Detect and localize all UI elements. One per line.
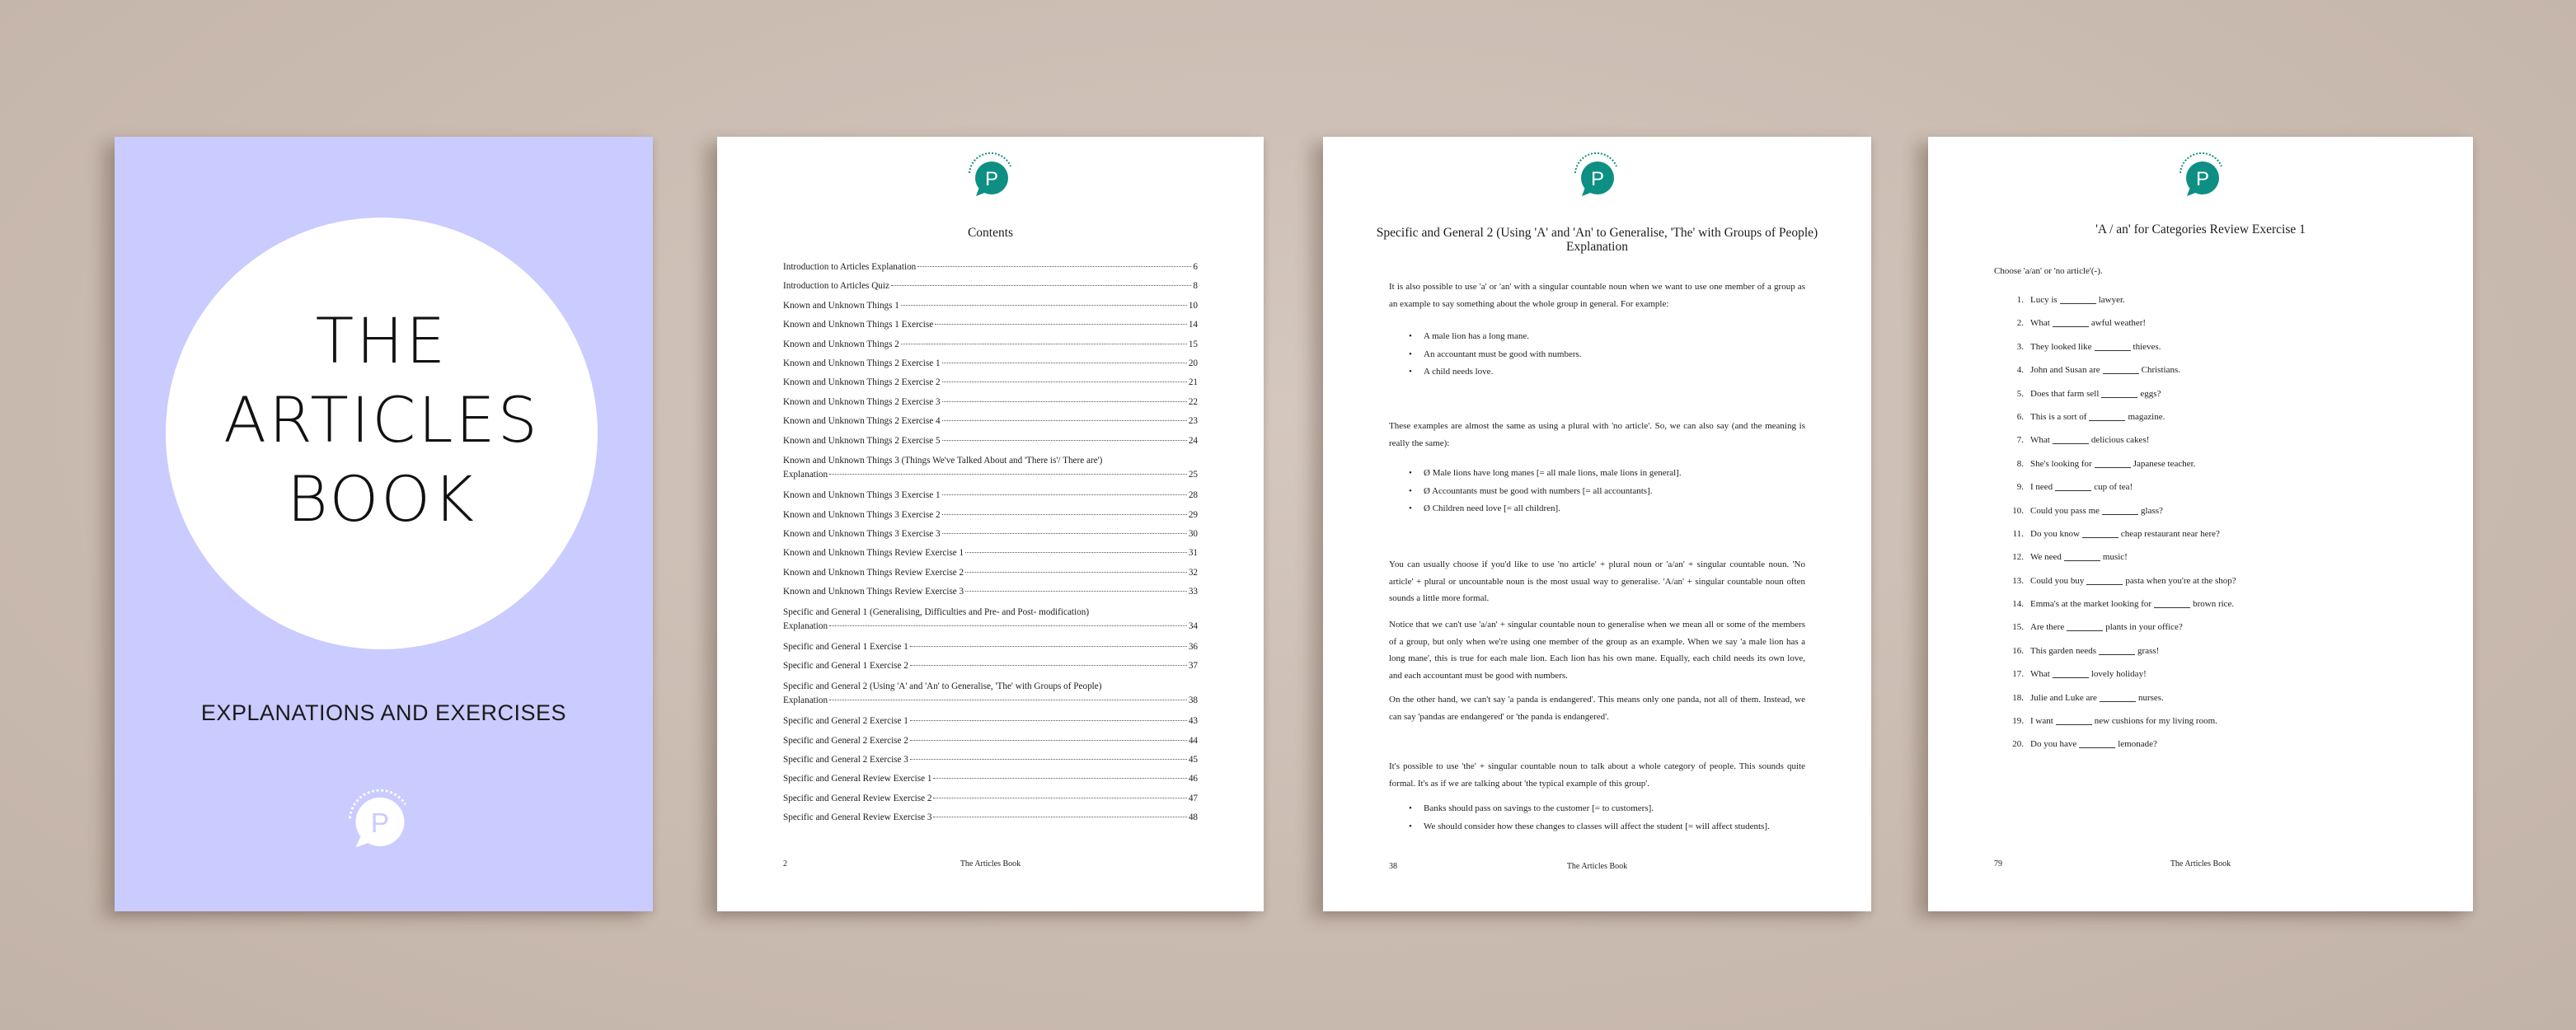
exercise-text-after: pasta when you're at the shop?	[2125, 575, 2236, 586]
toc-leader-dots	[942, 514, 1187, 515]
toc-leader-dots	[910, 646, 1187, 647]
exercise-item	[2004, 340, 2236, 354]
toc-page-number: 28	[1188, 490, 1198, 501]
exercise-text-after: music!	[2102, 552, 2128, 563]
cover-title	[166, 302, 598, 539]
paragraph: On the other hand, we can't say 'a panda is endangered'. This means only one panda, not all of them. Instead, we can say 'pandas are endangered' or 'the panda is endangered'.	[1389, 695, 1805, 722]
paragraph: It's possible to use 'the' + singular countable noun to talk about a whole category of people. This sounds quite formal. It's as if we are talking about 'the typical example of this group'.	[1389, 761, 1805, 789]
exercise-text-after: lemonade?	[2118, 739, 2157, 750]
exercise-text-after: Japanese teacher.	[2133, 458, 2196, 469]
toc-page-number: 21	[1188, 377, 1198, 388]
exercise-text-before: I want	[2030, 716, 2053, 727]
exercise-item	[2004, 433, 2236, 447]
exercise-item	[2004, 644, 2236, 658]
exercise-text-after: awful weather!	[2090, 318, 2147, 329]
exercise-text-before: She's looking for	[2030, 458, 2092, 469]
toc-entry-label: Specific and General 1 Exercise 1	[783, 642, 908, 653]
exercise-text-before: What	[2030, 318, 2050, 329]
exercise-list	[2004, 293, 2236, 761]
exercise-item	[2004, 316, 2236, 330]
toc-entry-label: Specific and General 1 Exercise 2	[783, 661, 908, 672]
toc-entry[interactable]	[783, 280, 1198, 292]
toc-page-number: 22	[1188, 396, 1198, 407]
toc-entry-label: Specific and General 1 (Generalising, Difficulties and Pre- and Post- modification)	[783, 606, 1090, 617]
answer-blank[interactable]	[2102, 514, 2138, 515]
exercise-number: 16.	[2012, 645, 2024, 656]
page-number: 2	[783, 859, 787, 868]
toc-entry-label: Known and Unknown Things 1 Exercise	[783, 320, 934, 330]
toc-leader-dots	[942, 494, 1187, 495]
exercise-number: 3.	[2016, 341, 2024, 352]
toc-entry[interactable]	[783, 586, 1198, 597]
toc-entry-label: Known and Unknown Things 3 Exercise 2	[783, 509, 941, 520]
list-item: • Banks should pass on savings to the customer [= to customers].	[1409, 800, 1805, 818]
answer-blank[interactable]	[2053, 443, 2089, 444]
toc-entry[interactable]	[783, 773, 1198, 784]
exercise-text-after: cup of tea!	[2094, 482, 2133, 493]
toc-leader-dots	[910, 665, 1187, 666]
exercise-item	[2004, 620, 2236, 634]
answer-blank[interactable]	[2067, 630, 2103, 631]
list-item: • A child needs love.	[1409, 363, 1805, 382]
toc-entry[interactable]	[783, 812, 1198, 823]
paragraph: You can usually choose if you'd like to use 'no article' + plural noun or 'a/an' + singular countable noun. 'No article' + plural or uncountable noun is the most usual way to generalise. 'A/an' + singular countable noun often sounds a little more formal.	[1389, 559, 1805, 603]
exercise-number: 14.	[2012, 599, 2024, 610]
toc-leader-dots	[891, 285, 1191, 286]
toc-entry[interactable]	[783, 567, 1198, 578]
toc-entry-label: Specific and General Review Exercise 1	[783, 774, 932, 784]
exercise-number: 5.	[2016, 388, 2024, 399]
exercise-item	[2004, 293, 2236, 307]
toc-entry[interactable]	[783, 435, 1198, 447]
answer-blank[interactable]	[2053, 677, 2089, 678]
toc-entry[interactable]	[783, 793, 1198, 804]
toc-page-number: 6	[1193, 262, 1198, 272]
answer-blank[interactable]	[2060, 303, 2096, 304]
exercise-item	[2004, 691, 2236, 705]
page-number: 79	[1994, 859, 2002, 868]
toc-page-number: 44	[1188, 735, 1198, 746]
exercise-text-before: What	[2030, 669, 2050, 680]
toc-entry[interactable]	[783, 754, 1198, 765]
toc-entry[interactable]	[783, 641, 1198, 653]
exercise-number: 6.	[2016, 411, 2024, 422]
toc-entry[interactable]	[783, 415, 1198, 427]
toc-page-number: 48	[1188, 812, 1198, 823]
exercise-item	[2004, 387, 2236, 401]
toc-entry[interactable]	[783, 261, 1198, 273]
toc-entry-label: Introduction to Articles Explanation	[783, 262, 917, 272]
toc-leader-dots	[935, 324, 1187, 325]
exercise-item	[2004, 737, 2236, 751]
logo-letter: P	[984, 168, 999, 190]
cover-logo-letter: P	[370, 808, 390, 840]
footer-book-title: The Articles Book	[960, 859, 1021, 868]
exercise-text-before: Could you pass me	[2030, 505, 2100, 516]
toc-page-number: 10	[1188, 300, 1198, 311]
answer-blank[interactable]	[2095, 467, 2131, 468]
exercise-number: 7.	[2016, 435, 2024, 446]
toc-page-number: 23	[1188, 416, 1198, 427]
toc-entry-label: Known and Unknown Things 3 Exercise 1	[783, 490, 941, 501]
toc-entry-label: Explanation	[783, 620, 828, 631]
toc-entry[interactable]	[783, 300, 1198, 311]
toc-entry-label: Specific and General 2 Exercise 3	[783, 754, 908, 765]
exercise-number: 15.	[2012, 622, 2024, 633]
exercise-instruction: Choose 'a/an' or 'no article'(-).	[1994, 266, 2103, 276]
toc-entry-label: Known and Unknown Things 1	[783, 300, 899, 311]
toc-leader-dots	[942, 401, 1187, 402]
toc-entry[interactable]	[783, 528, 1198, 540]
footer-book-title: The Articles Book	[2170, 859, 2231, 868]
exercise-text-after: glass?	[2141, 505, 2163, 516]
exercise-item	[2004, 410, 2236, 424]
exercise-text-after: thieves.	[2133, 341, 2161, 352]
exercise-number: 10.	[2012, 505, 2024, 516]
exercise-text-after: delicious cakes!	[2090, 435, 2150, 446]
toc-entry-label: Known and Unknown Things 2 Exercise 1	[783, 358, 941, 368]
logo-letter: P	[2195, 168, 2210, 190]
exercise-item	[2004, 667, 2236, 681]
exercise-text-before: This garden needs	[2030, 645, 2097, 656]
exercise-text-before: Do you know	[2030, 528, 2080, 539]
exercise-text-after: magazine.	[2128, 411, 2165, 422]
exercise-item	[2004, 550, 2236, 564]
exercise-number: 8.	[2016, 458, 2024, 469]
toc-entry[interactable]	[783, 339, 1198, 350]
toc-entry-label: Specific and General 2 (Using 'A' and 'An' to Generalise, 'The' with Groups of People)	[783, 681, 1102, 691]
exercise-text-after: grass!	[2137, 645, 2160, 656]
exercise-text-after: plants in your office?	[2105, 622, 2183, 633]
answer-blank[interactable]	[2099, 654, 2135, 655]
toc-leader-dots	[942, 420, 1187, 421]
answer-blank[interactable]	[2103, 373, 2139, 374]
page-title: Contents	[967, 226, 1014, 240]
exercise-item	[2004, 363, 2236, 377]
toc-entry-label: Known and Unknown Things 3 (Things We've Talked About and 'There is'/ There are')	[783, 455, 1103, 466]
bullet-list	[1409, 328, 1805, 382]
toc-page-number: 47	[1188, 793, 1198, 803]
exercise-text-before: Are there	[2030, 622, 2065, 633]
exercise-text-before: They looked like	[2030, 341, 2092, 352]
toc-leader-dots	[917, 266, 1191, 267]
exercise-number: 18.	[2012, 692, 2024, 703]
list-item: • Ø Children need love [= all children].	[1409, 500, 1805, 518]
footer-book-title: The Articles Book	[1566, 862, 1628, 871]
toc-entry-label: Known and Unknown Things Review Exercise 3	[783, 587, 964, 597]
exercise-number: 2.	[2016, 318, 2024, 329]
exercise-text-before: Julie and Luke are	[2030, 692, 2097, 703]
exercise-number: 1.	[2016, 295, 2024, 305]
toc-leader-dots	[901, 305, 1187, 306]
answer-blank[interactable]	[2079, 747, 2115, 748]
toc-entry-label: Introduction to Articles Quiz	[783, 281, 889, 292]
toc-entry[interactable]	[783, 547, 1198, 559]
list-item: • Ø Accountants must be good with numbers [= all accountants].	[1409, 483, 1805, 501]
answer-blank[interactable]	[2154, 607, 2190, 608]
exercise-text-before: John and Susan are	[2030, 365, 2100, 376]
toc-entry-label: Specific and General 2 Exercise 2	[783, 735, 908, 746]
exercise-number: 12.	[2012, 552, 2024, 563]
toc-entry[interactable]	[783, 735, 1198, 747]
exercise-text-after: brown rice.	[2193, 599, 2235, 610]
exercise-number: 11.	[2012, 528, 2024, 539]
explanation-page	[1323, 137, 1871, 911]
exercise-item	[2004, 574, 2236, 588]
exercise-text-after: lovely holiday!	[2090, 669, 2147, 680]
table-of-contents	[783, 261, 1198, 831]
answer-blank[interactable]	[2101, 397, 2137, 398]
toc-page-number: 15	[1188, 339, 1198, 349]
toc-page-number: 25	[1188, 469, 1198, 480]
exercise-item	[2004, 457, 2236, 471]
logo-letter: P	[1590, 168, 1605, 190]
exercise-text-after: nurses.	[2137, 692, 2164, 703]
toc-entry-label: Specific and General Review Exercise 3	[783, 812, 932, 823]
exercise-text-before: This is a sort of	[2030, 411, 2087, 422]
toc-page-number: 43	[1188, 716, 1198, 727]
toc-entry-label: Known and Unknown Things 2	[783, 339, 899, 349]
cover-title-line: ARTICLES	[223, 383, 540, 456]
toc-entry[interactable]	[783, 358, 1198, 369]
toc-entry-label: Known and Unknown Things Review Exercise 2	[783, 567, 964, 578]
toc-entry[interactable]	[783, 454, 1198, 482]
paragraph: It is also possible to use 'a' or 'an' with a singular countable noun when we want to use one member of a group as an example to say something about the whole group in general. For example:	[1389, 282, 1805, 309]
toc-entry-label: Known and Unknown Things 3 Exercise 3	[783, 529, 941, 540]
exercise-item	[2004, 597, 2236, 611]
answer-blank[interactable]	[2095, 350, 2131, 351]
toc-leader-dots	[965, 552, 1187, 553]
toc-entry[interactable]	[783, 489, 1198, 501]
toc-entry[interactable]	[783, 715, 1198, 727]
list-item: • An accountant must be good with numbers.	[1409, 346, 1805, 364]
answer-blank[interactable]	[2064, 560, 2100, 561]
toc-entry-label: Known and Unknown Things 2 Exercise 4	[783, 416, 941, 427]
toc-entry[interactable]	[783, 660, 1198, 672]
speech-bubble-logo-icon	[1570, 148, 1623, 201]
exercise-text-before: Emma's at the market looking for	[2030, 599, 2152, 610]
bullet-list	[1409, 465, 1805, 518]
toc-entry-label: Known and Unknown Things 2 Exercise 2	[783, 377, 941, 388]
toc-page-number: 20	[1188, 358, 1198, 368]
answer-blank[interactable]	[2053, 326, 2089, 327]
toc-entry-label: Specific and General Review Exercise 2	[783, 793, 932, 803]
exercise-item	[2004, 480, 2236, 494]
toc-leader-dots	[942, 440, 1187, 441]
toc-entry-label: Explanation	[783, 469, 828, 480]
toc-page-number: 31	[1188, 548, 1198, 559]
exercise-item	[2004, 527, 2236, 541]
answer-blank[interactable]	[2056, 724, 2092, 725]
exercise-text-after: cheap restaurant near here?	[2120, 528, 2220, 539]
page-title: Specific and General 2 (Using 'A' and 'An' to Generalise, 'The' with Groups of People) Explanation	[1376, 226, 1818, 254]
exercise-text-before: What	[2030, 435, 2050, 446]
page-number: 38	[1389, 862, 1397, 871]
answer-blank[interactable]	[2055, 490, 2091, 491]
exercise-number: 19.	[2012, 716, 2024, 727]
toc-entry[interactable]	[783, 606, 1198, 634]
toc-page-number: 36	[1188, 642, 1198, 653]
answer-blank[interactable]	[2089, 420, 2125, 421]
toc-page-number: 45	[1188, 754, 1198, 765]
toc-leader-dots	[933, 778, 1186, 779]
toc-entry-label: Known and Unknown Things 2 Exercise 3	[783, 396, 941, 407]
toc-entry-label: Known and Unknown Things Review Exercise 1	[783, 548, 964, 559]
toc-entry[interactable]	[783, 509, 1198, 521]
list-item: • A male lion has a long mane.	[1409, 328, 1805, 346]
toc-leader-dots	[829, 474, 1187, 475]
speech-bubble-logo-icon	[964, 148, 1017, 201]
exercise-page	[1928, 137, 2473, 911]
list-item: • Ø Male lions have long manes [= all male lions, male lions in general].	[1409, 465, 1805, 483]
paragraph: Notice that we can't use 'a/an' + singular countable noun to generalise when we mean all or some of the members of a group, but only when we're using one member of the group as an example. When we say 'a male lion has a long mane', this is true for each male lion. Each lion has his own mane. Equally, each child needs its own love, and each accountant must be good with numbers.	[1389, 620, 1805, 681]
toc-leader-dots	[910, 720, 1187, 721]
exercise-text-after: new cushions for my living room.	[2094, 716, 2217, 727]
answer-blank[interactable]	[2082, 537, 2119, 538]
toc-entry[interactable]	[783, 680, 1198, 708]
exercise-number: 20.	[2012, 739, 2024, 750]
paragraph: These examples are almost the same as using a plural with 'no article'. So, we can also say (and the meaning is really the same):	[1389, 421, 1805, 448]
toc-entry[interactable]	[783, 377, 1198, 388]
toc-page-number: 32	[1188, 567, 1198, 578]
toc-entry[interactable]	[783, 396, 1198, 408]
exercise-item	[2004, 504, 2236, 518]
toc-leader-dots	[829, 625, 1187, 626]
page-title: 'A / an' for Categories Review Exercise 1	[2095, 222, 2306, 236]
toc-entry-label: Specific and General 2 Exercise 1	[783, 716, 908, 727]
exercise-text-after: lawyer.	[2098, 295, 2125, 305]
toc-entry-label: Explanation	[783, 695, 828, 705]
answer-blank[interactable]	[2100, 701, 2136, 702]
cover-subtitle: EXPLANATIONS AND EXERCISES	[200, 700, 567, 725]
cover-title-line: THE	[315, 304, 448, 377]
exercise-number: 9.	[2016, 482, 2024, 493]
exercise-text-after: eggs?	[2140, 388, 2161, 399]
toc-page-number: 30	[1188, 529, 1198, 540]
toc-page-number: 14	[1188, 320, 1198, 330]
toc-page-number: 24	[1188, 435, 1198, 446]
speech-bubble-logo-icon	[343, 784, 417, 858]
exercise-text-before: Does that farm sell	[2030, 388, 2100, 399]
exercise-number: 17.	[2012, 669, 2024, 680]
cover-title-line: BOOK	[287, 462, 476, 536]
exercise-text-after: Christians.	[2141, 365, 2180, 376]
toc-page-number: 38	[1188, 695, 1198, 705]
answer-blank[interactable]	[2086, 584, 2123, 585]
contents-page	[717, 137, 1264, 911]
exercise-text-before: I need	[2030, 482, 2053, 493]
toc-page-number: 37	[1188, 661, 1198, 672]
book-cover	[115, 137, 653, 911]
exercise-item	[2004, 714, 2236, 728]
exercise-number: 13.	[2012, 575, 2024, 586]
bullet-list	[1409, 800, 1805, 836]
exercise-text-before: Could you buy	[2030, 575, 2085, 586]
list-item: • We should consider how these changes to classes will affect the student [= will affect students].	[1409, 818, 1805, 836]
exercise-text-before: We need	[2030, 552, 2062, 563]
toc-page-number: 29	[1188, 509, 1198, 520]
toc-page-number: 34	[1188, 620, 1198, 631]
exercise-text-before: Do you have	[2030, 739, 2077, 750]
toc-page-number: 46	[1188, 774, 1198, 784]
toc-entry[interactable]	[783, 319, 1198, 330]
exercise-number: 4.	[2016, 365, 2024, 376]
toc-leader-dots	[942, 533, 1187, 534]
toc-leader-dots	[910, 740, 1187, 741]
exercise-text-before: Lucy is	[2030, 295, 2058, 305]
toc-leader-dots	[965, 591, 1187, 592]
speech-bubble-logo-icon	[2175, 148, 2228, 201]
toc-page-number: 8	[1193, 281, 1198, 292]
toc-page-number: 33	[1188, 587, 1198, 597]
toc-leader-dots	[910, 759, 1187, 760]
toc-entry-label: Known and Unknown Things 2 Exercise 5	[783, 435, 941, 446]
toc-leader-dots	[965, 572, 1187, 573]
